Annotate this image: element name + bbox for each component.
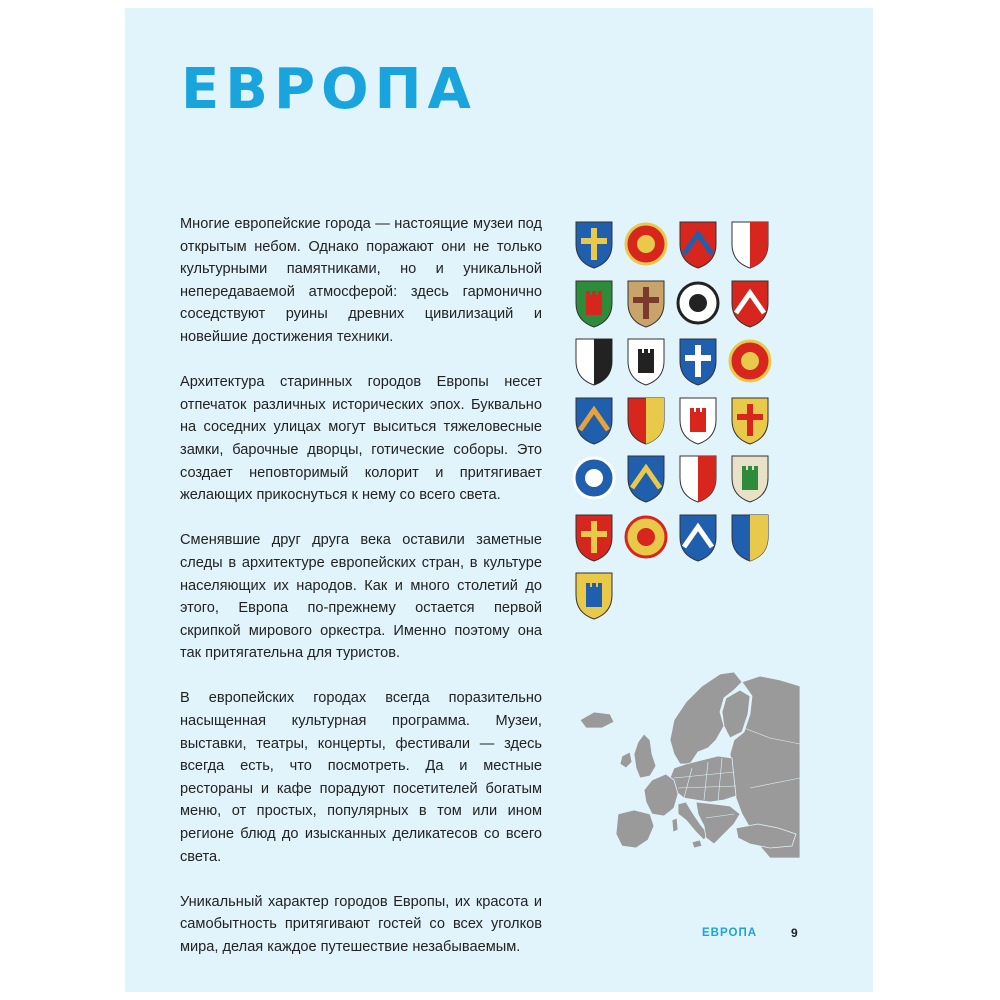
paragraph: Многие европейские города — настоящие музеи под открытым небом. Однако поражают они не только культурными памятниками, но и уникальной непередаваемой атмосферой: здесь гармонично соседствуют руины древних цивилизаций и новейшие достижения техники. xyxy=(180,216,542,345)
crest-19-icon xyxy=(676,452,720,504)
crest-8-icon xyxy=(728,277,772,329)
page-title: ЕВРОПА xyxy=(181,57,477,122)
paragraph: Архитектура старинных городов Европы несет отпечаток различных исторических эпох. Буквально на соседних улицах могут выситься тяжеловесные замки, барочные дворцы, готические соборы. Это создает неповторимый колорит и притягивает желающих прикоснуться к нему со всего света. xyxy=(180,374,542,504)
page xyxy=(125,8,873,992)
crest-17-icon xyxy=(572,452,616,504)
body-text xyxy=(180,213,542,981)
page-number: 9 xyxy=(791,926,798,940)
crest-10-icon xyxy=(624,335,668,387)
running-footer: ЕВРОПА xyxy=(702,927,758,939)
crest-22-icon xyxy=(624,511,668,563)
crest-9-icon xyxy=(572,335,616,387)
paragraph: Сменявшие друг друга века оставили заметные следы в архитектуре европейских стран, в культуре населяющих их народов. Как и много столетий до этого, Европа по-прежнему остается первой скрипкой мирового оркестра. Именно поэтому она так притягательна для туристов. xyxy=(180,532,542,662)
crest-6-icon xyxy=(624,277,668,329)
crest-15-icon xyxy=(676,394,720,446)
crest-7-icon xyxy=(676,277,720,329)
crest-12-icon xyxy=(728,335,772,387)
crest-5-icon xyxy=(572,277,616,329)
crest-14-icon xyxy=(624,394,668,446)
paragraph: В европейских городах всегда поразительно насыщенная культурная программа. Музеи, выставки, театры, концерты, фестивали — здесь всегда есть, что посмотреть. Да и местные рестораны и кафе порадуют посетителей богатым меню, от простых, популярных в том или ином регионе блюд до изысканных деликатесов со всего света. xyxy=(180,690,542,865)
europe-map xyxy=(574,668,800,858)
crest-3-icon xyxy=(676,218,720,270)
crest-25-icon xyxy=(572,569,616,621)
crest-1-icon xyxy=(572,218,616,270)
crest-4-icon xyxy=(728,218,772,270)
crest-16-icon xyxy=(728,394,772,446)
crest-21-icon xyxy=(572,511,616,563)
crest-24-icon xyxy=(728,511,772,563)
paragraph: Уникальный характер городов Европы, их красота и самобытность притягивают гостей со всех уголков мира, делая каждое путешествие незабываемым. xyxy=(180,893,542,955)
crest-11-icon xyxy=(676,335,720,387)
europe-map-graphic xyxy=(574,668,800,858)
crest-18-icon xyxy=(624,452,668,504)
crest-2-icon xyxy=(624,218,668,270)
crest-20-icon xyxy=(728,452,772,504)
crest-13-icon xyxy=(572,394,616,446)
crest-23-icon xyxy=(676,511,720,563)
